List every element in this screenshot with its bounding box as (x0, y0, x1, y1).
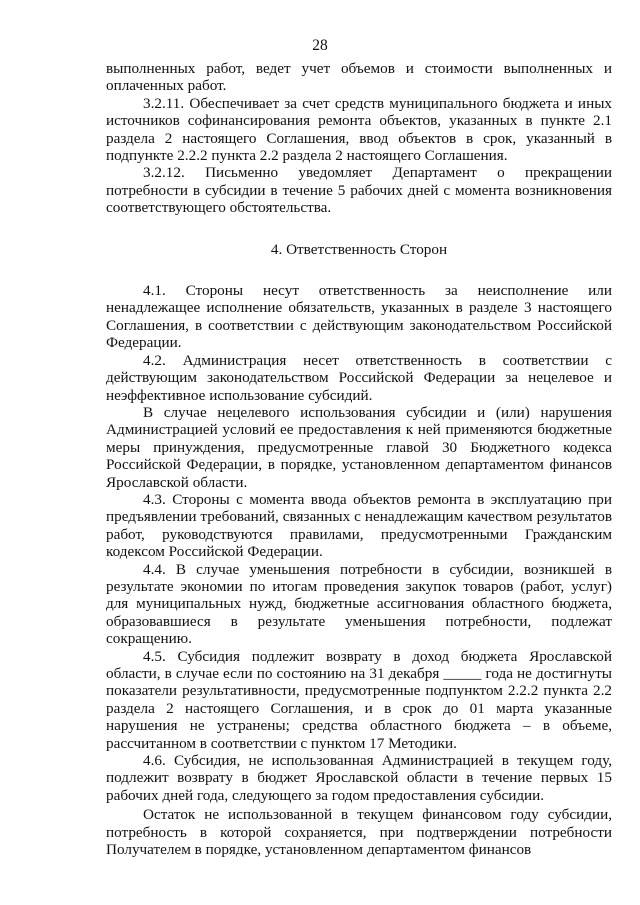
paragraph-4-5: 4.5. Субсидия подлежит возврату в доход бюджета Ярославской области, в случае если по состоянию на 31 декабря _____ года не достигнуты показатели результативности, предусмотренные подпунктом 2.2.2 пункта 2.2 раздела 2 настоящего Соглашения, и в срок до 01 марта указанные нарушения не устранены; средства областного бюджета – в объеме, рассчитанном в соответствии с пунктом 17 Методики. (106, 647, 612, 752)
paragraph-4-4: 4.4. В случае уменьшения потребности в субсидии, возникшей в результате экономии по итогам проведения закупок товаров (работ, услуг) для муниципальных нужд, бюджетные ассигнования областного бюджета, образовавшиеся в результате уменьшения потребности, подлежат сокращению. (106, 560, 612, 648)
paragraph-4-6-remainder: Остаток не использованной в текущем финансовом году субсидии, потребность в которой сохраняется, при подтверждении потребности Получателем в порядке, установленном департаментом финансов (106, 806, 612, 859)
section-heading: 4. Ответственность Сторон (270, 240, 448, 258)
paragraph-4-6: 4.6. Субсидия, не использованная Администрацией в текущем году, подлежит возврату в бюджет Ярославской области в течение первых 15 рабочих дней года, следующего за годом предоставления субсидии. (106, 752, 612, 804)
paragraph-4-1: 4.1. Стороны несут ответственность за неисполнение или ненадлежащее исполнение обязательств, указанных в разделе 3 настоящего Соглашения, в соответствии с действующим законодательством Российской Федерации. (106, 282, 612, 352)
paragraph-4-2-misuse: В случае нецелевого использования субсидии и (или) нарушения Администрацией условий ее предоставления к ней применяются бюджетные меры принуждения, предусмотренные главой 30 Бюджетного кодекса Российской Федерации, в порядке, установленном департаментом финансов Ярославской области. (106, 403, 612, 491)
paragraph-3-2-11: 3.2.11. Обеспечивает за счет средств муниципального бюджета и иных источников софинансирования ремонта объектов, указанных в пункте 2.1 раздела 2 настоящего Соглашения, ввод объектов в срок, указанный в подпункте 2.2.2 пункта 2.2 раздела 2 настоящего Соглашения. (106, 94, 612, 165)
paragraph-continuation: выполненных работ, ведет учет объемов и стоимости выполненных и оплаченных работ. (106, 60, 612, 95)
document-body (106, 60, 612, 858)
paragraph-3-2-12: 3.2.12. Письменно уведомляет Департамент о прекращении потребности в субсидии в течение 5 рабочих дней с момента возникновения соответствующего обстоятельства. (106, 164, 612, 217)
paragraph-4-3: 4.3. Стороны с момента ввода объектов ремонта в эксплуатацию при предъявлении требований, связанных с ненадлежащим качеством результатов работ, руководствуются правилами, предусмотренными Гражданским кодексом Российской Федерации. (106, 490, 612, 561)
paragraph-4-2: 4.2. Администрация несет ответственность в соответствии с действующим законодательством Российской Федерации за нецелевое и неэффективное использование субсидий. (106, 351, 612, 404)
page-number: 28 (312, 37, 328, 54)
